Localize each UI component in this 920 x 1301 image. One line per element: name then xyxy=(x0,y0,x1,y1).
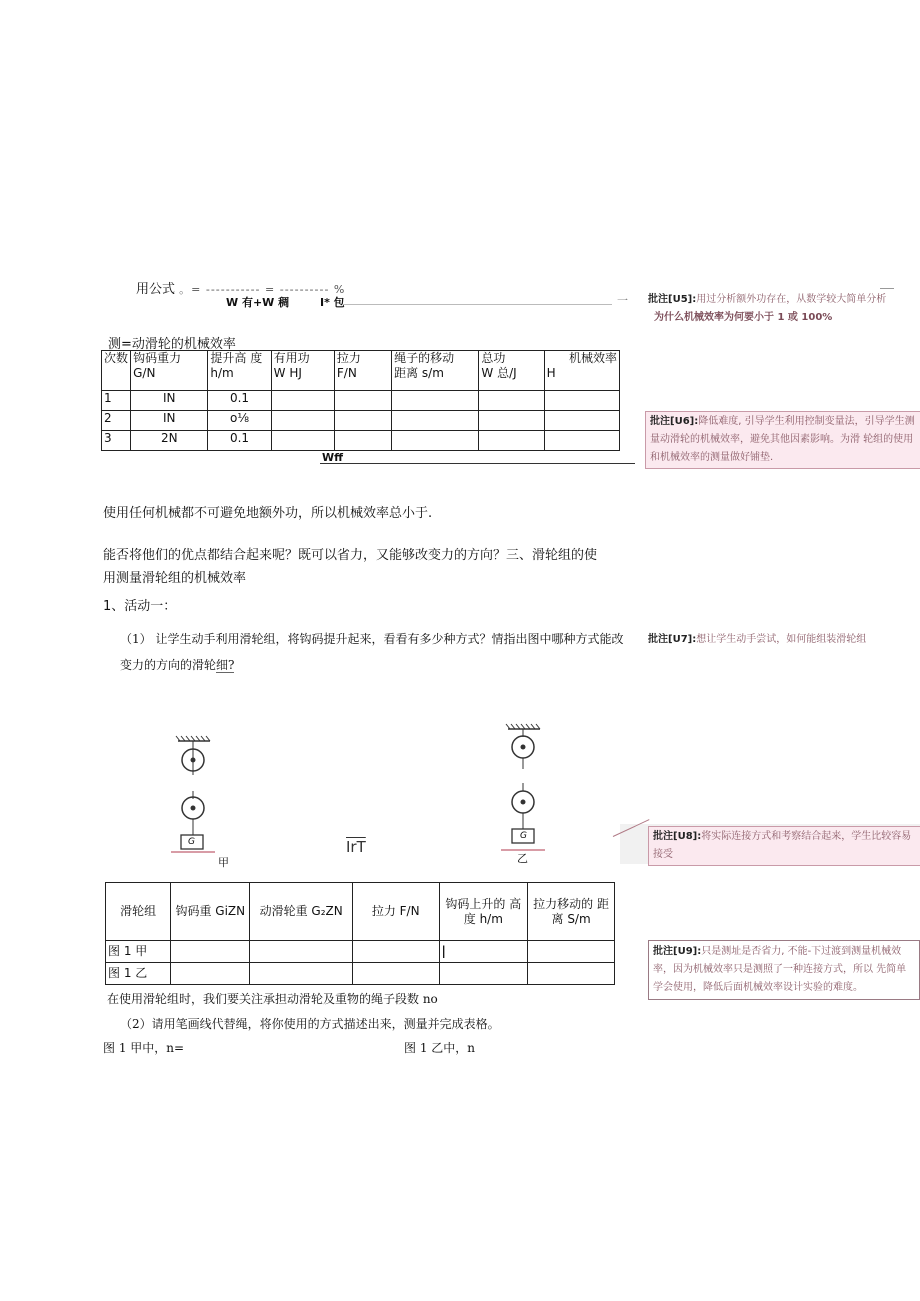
header-cell: 绳子的移动 距离 s/m xyxy=(392,351,479,391)
table-cell xyxy=(544,411,619,431)
dynamic-pulley-table xyxy=(101,350,620,451)
table-cell: | xyxy=(439,941,528,963)
comment-label: 批注[U7]: xyxy=(648,634,697,645)
activity-question-1-cont: 变力的方向的滑轮细? xyxy=(120,658,235,672)
comment-text: 想让学生动手尝试，如何能组装滑轮组 xyxy=(696,634,867,645)
comment-u6 xyxy=(645,411,920,469)
comment-text: 降低难度, 引导学生利用控制变量法，引导学生测量动滑轮的机械效率，避免其他因素影响。为滑 轮组的使用和机械效率的测量做好铺垫. xyxy=(650,416,915,463)
table-cell xyxy=(271,391,334,411)
weight-label-right: G xyxy=(520,831,527,841)
comment-anchor-line xyxy=(880,288,894,289)
table-cell xyxy=(528,963,615,985)
question-2: （2）请用笔画线代替绳，将你使用的方式描述出来，测量并完成表格。 xyxy=(120,1017,500,1031)
formula-denominator-2: I* 包 xyxy=(320,296,345,309)
table-cell: o⅛ xyxy=(208,411,271,431)
table-cell xyxy=(479,391,544,411)
table-cell: 0.1 xyxy=(208,431,271,451)
header-cell: 拉力 F/N xyxy=(352,883,439,941)
header-cell: 总功 W 总/J xyxy=(479,351,544,391)
para-combine-2: 用测量滑轮组的机械效率 xyxy=(103,571,247,586)
figure-label-middle: $\overline{IrT}$ xyxy=(346,838,366,856)
table-cell xyxy=(171,941,250,963)
para-combine-1: 能否将他们的优点都结合起来呢？既可以省力，又能够改变力的方向？三、滑轮组的使 xyxy=(103,548,598,563)
table-cell: 图 1 甲 xyxy=(106,941,171,963)
comment-text: 将实际连接方式和考察结合起来，学生比较容易接受 xyxy=(653,831,912,860)
table-row xyxy=(106,941,615,963)
table-cell: 0.1 xyxy=(208,391,271,411)
table-cell xyxy=(439,963,528,985)
formula-end-dash: 一 xyxy=(617,294,628,307)
table-header-row xyxy=(106,883,615,941)
header-cell: 机械效率 H xyxy=(544,351,619,391)
activity-question-1: （1） 让学生动手利用滑轮组，将钩码提升起来，看看有多少种方式？情指出图中哪种方式能改 xyxy=(120,632,624,646)
comment-text: 只是测址是否省力, 不能-下过渡到测量机械效率，因为机械效率只是测照了一种连接方式，所以 先简单学会使用，降低后面机械效率设计实验的难度。 xyxy=(653,946,907,993)
table-cell: 2 xyxy=(102,411,131,431)
header-cell: 动滑轮重 G₂ZN xyxy=(250,883,352,941)
header-cell: 滑轮组 xyxy=(106,883,171,941)
table-cell xyxy=(392,391,479,411)
comment-text-2: 为什么机械效率为何要小于 1 或 100% xyxy=(654,312,833,323)
fill-right: 图 1 乙中，n xyxy=(404,1041,475,1055)
figure-label-yi: 乙 xyxy=(517,852,528,865)
table-cell xyxy=(528,941,615,963)
header-cell: 钩码重 GiZN xyxy=(171,883,250,941)
table-cell xyxy=(334,391,391,411)
header-cell: 提升高 度 h/m xyxy=(208,351,271,391)
table-cell xyxy=(271,411,334,431)
table-row xyxy=(102,431,620,451)
table-cell xyxy=(544,391,619,411)
table-cell xyxy=(271,431,334,451)
note-rope-segments: 在使用滑轮组时，我们要关注承担动滑轮及重物的绳子段数 no xyxy=(107,992,438,1006)
table-footer-rule xyxy=(320,463,635,464)
table-row xyxy=(106,963,615,985)
formula-rule xyxy=(342,304,612,305)
header-cell: 次数 xyxy=(102,351,131,391)
table-row xyxy=(102,391,620,411)
table-cell xyxy=(544,431,619,451)
fill-left: 图 1 甲中，n= xyxy=(103,1041,185,1055)
table-cell: IN xyxy=(131,391,208,411)
activity-question-1-tail: 细? xyxy=(216,658,235,672)
pulley-figure-left xyxy=(168,735,228,860)
pulley-group-table xyxy=(105,882,615,985)
activity-title: 1、活动一： xyxy=(103,599,177,614)
header-cell: 钩码上升的 高度 h/m xyxy=(439,883,528,941)
table-cell: 2N xyxy=(131,431,208,451)
table-cell xyxy=(392,411,479,431)
table-cell xyxy=(250,941,352,963)
table-cell xyxy=(352,941,439,963)
pulley-figure-right xyxy=(498,723,558,863)
table-cell xyxy=(479,411,544,431)
comment-label: 批注[U9]: xyxy=(653,946,702,957)
table-cell xyxy=(352,963,439,985)
comment-u5 xyxy=(648,291,910,327)
table-cell xyxy=(250,963,352,985)
para-efficiency: 使用任何机械都不可避免地额外功，所以机械效率总小于. xyxy=(103,506,433,521)
comment-label: 批注[U6]: xyxy=(650,416,699,427)
comment-u7 xyxy=(648,631,910,649)
header-cell: 拉力移动的 距离 S/m xyxy=(528,883,615,941)
table-cell xyxy=(171,963,250,985)
header-cell: 有用功 W HJ xyxy=(271,351,334,391)
weight-label-left: G xyxy=(188,837,195,847)
comment-u8 xyxy=(648,826,920,866)
table-cell xyxy=(334,411,391,431)
figure-label-jia: 甲 xyxy=(218,856,229,869)
table-cell: 3 xyxy=(102,431,131,451)
comment-label: 批注[U5]: xyxy=(648,294,697,305)
formula-equation: 。= ----------- = ---------- % xyxy=(179,283,346,296)
formula-prefix: 用公式 xyxy=(136,282,176,297)
header-cell: 钩码重力 G/N xyxy=(131,351,208,391)
comment-u9 xyxy=(648,940,920,1000)
section-title: 测=动滑轮的机械效率 xyxy=(108,337,236,352)
table-cell xyxy=(334,431,391,451)
table-row xyxy=(102,411,620,431)
table-cell: 1 xyxy=(102,391,131,411)
comment-label: 批注[U8]: xyxy=(653,831,702,842)
table-header-row xyxy=(102,351,620,391)
comment-text: 用过分析额外功存在，从数学较大简单分析 xyxy=(696,294,887,305)
table-footer-label: Wff xyxy=(322,451,344,464)
table-cell: 图 1 乙 xyxy=(106,963,171,985)
header-cell: 拉力 F/N xyxy=(334,351,391,391)
table-cell xyxy=(392,431,479,451)
table-cell xyxy=(479,431,544,451)
table-cell: IN xyxy=(131,411,208,431)
formula-denominator: W 有+W 稠 xyxy=(226,296,290,309)
